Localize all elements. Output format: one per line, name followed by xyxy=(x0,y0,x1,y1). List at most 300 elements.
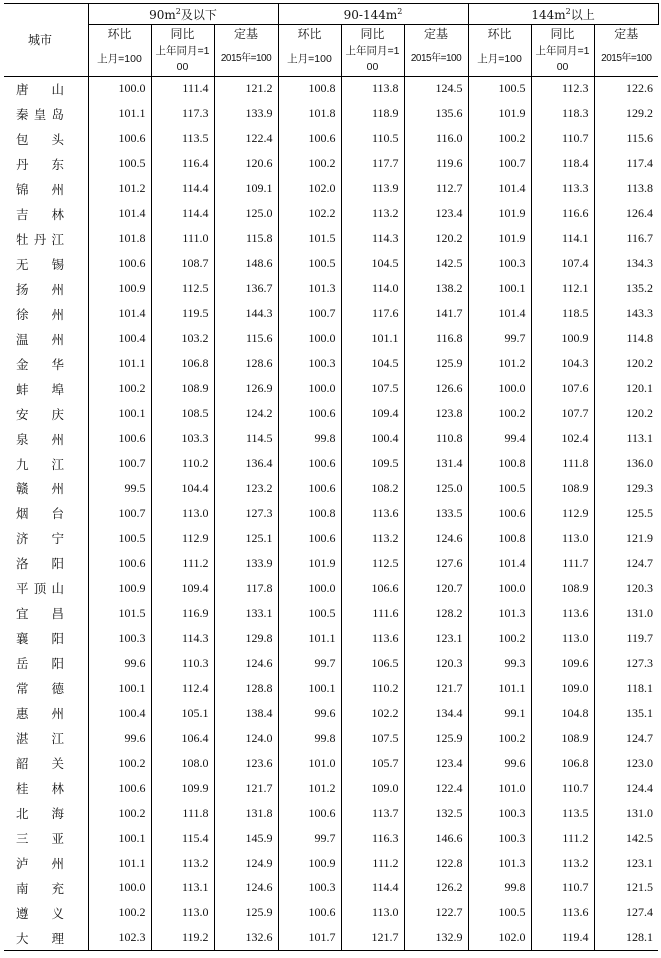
index-value: 101.8 xyxy=(278,101,341,126)
index-value: 119.5 xyxy=(151,301,214,326)
index-value: 127.3 xyxy=(594,651,658,676)
index-value: 127.6 xyxy=(404,551,468,576)
index-value: 106.8 xyxy=(531,751,594,776)
index-value: 109.0 xyxy=(531,676,594,701)
index-value: 114.4 xyxy=(341,876,404,901)
index-value: 106.6 xyxy=(341,576,404,601)
index-value: 128.2 xyxy=(404,601,468,626)
index-value: 113.0 xyxy=(531,626,594,651)
index-value: 124.5 xyxy=(404,76,468,101)
index-value: 109.4 xyxy=(341,401,404,426)
sub-column-header: 环比 xyxy=(88,25,151,43)
sub-column-header: 环比 xyxy=(278,25,341,43)
index-value: 122.8 xyxy=(404,851,468,876)
index-value: 128.8 xyxy=(214,676,278,701)
index-value: 100.1 xyxy=(88,676,151,701)
index-value: 116.0 xyxy=(404,126,468,151)
index-value: 135.1 xyxy=(594,701,658,726)
index-value: 113.2 xyxy=(531,851,594,876)
sub-column-header: 同比 xyxy=(151,25,214,43)
index-value: 105.1 xyxy=(151,701,214,726)
base-column-header: 上年同月=100 xyxy=(341,42,404,76)
index-value: 117.7 xyxy=(341,151,404,176)
index-value: 100.6 xyxy=(88,426,151,451)
index-value: 113.8 xyxy=(594,176,658,201)
city-name: 无 锡 xyxy=(16,256,64,272)
group-header-large: $144m^2$以上 xyxy=(468,4,658,25)
index-value: 120.3 xyxy=(594,576,658,601)
base-column-header: 上月=100 xyxy=(278,42,341,76)
table-body xyxy=(4,76,658,951)
sub-column-header: 同比 xyxy=(531,25,594,43)
index-value: 118.9 xyxy=(341,101,404,126)
city-name: 平 顶 山 xyxy=(16,581,64,597)
index-value: 105.7 xyxy=(341,751,404,776)
index-value: 108.0 xyxy=(151,751,214,776)
index-value: 109.0 xyxy=(341,776,404,801)
base-column-header: 上年同月=100 xyxy=(531,42,594,76)
index-value: 100.6 xyxy=(278,476,341,501)
index-value: 113.2 xyxy=(151,851,214,876)
index-value: 100.0 xyxy=(88,76,151,101)
city-name: 三 亚 xyxy=(16,831,64,847)
index-value: 101.5 xyxy=(88,601,151,626)
index-value: 124.9 xyxy=(214,851,278,876)
index-value: 125.9 xyxy=(404,351,468,376)
index-value: 135.6 xyxy=(404,101,468,126)
index-value: 142.5 xyxy=(594,826,658,851)
city-name: 襄 阳 xyxy=(16,631,64,647)
index-value: 104.8 xyxy=(531,701,594,726)
index-value: 113.0 xyxy=(341,900,404,925)
table-row xyxy=(4,826,658,851)
index-value: 100.8 xyxy=(468,451,531,476)
base-column-header: 2015年=100 xyxy=(404,42,468,76)
index-value: 110.7 xyxy=(531,126,594,151)
index-value: 112.7 xyxy=(404,176,468,201)
index-value: 100.9 xyxy=(88,576,151,601)
index-value: 134.3 xyxy=(594,251,658,276)
sub-column-header: 同比 xyxy=(341,25,404,43)
city-name: 遵 义 xyxy=(16,905,64,921)
city-name: 南 充 xyxy=(16,880,64,896)
index-value: 117.4 xyxy=(594,151,658,176)
index-value: 111.6 xyxy=(341,601,404,626)
price-index-table xyxy=(4,3,659,951)
index-value: 100.9 xyxy=(88,276,151,301)
index-value: 99.8 xyxy=(468,876,531,901)
sub-header-row xyxy=(4,25,658,43)
index-value: 104.5 xyxy=(341,351,404,376)
city-name: 北 海 xyxy=(16,806,64,822)
index-value: 100.7 xyxy=(88,501,151,526)
index-value: 113.3 xyxy=(531,176,594,201)
index-value: 100.2 xyxy=(278,151,341,176)
index-value: 107.5 xyxy=(341,376,404,401)
index-value: 128.6 xyxy=(214,351,278,376)
index-value: 113.5 xyxy=(151,126,214,151)
index-value: 108.9 xyxy=(531,476,594,501)
index-value: 100.0 xyxy=(278,376,341,401)
index-value: 100.2 xyxy=(468,126,531,151)
base-column-header: 2015年=100 xyxy=(594,42,658,76)
index-value: 101.4 xyxy=(468,176,531,201)
table-row xyxy=(4,176,658,201)
city-name: 扬 州 xyxy=(16,281,64,297)
city-name: 洛 阳 xyxy=(16,556,64,572)
index-value: 101.1 xyxy=(88,851,151,876)
table-row xyxy=(4,101,658,126)
table-row xyxy=(4,676,658,701)
group-header-medium: $90-144m^2$ xyxy=(278,4,468,25)
table-row xyxy=(4,851,658,876)
index-value: 100.4 xyxy=(341,426,404,451)
index-value: 120.2 xyxy=(594,351,658,376)
index-value: 101.8 xyxy=(88,226,151,251)
index-value: 118.1 xyxy=(594,676,658,701)
table-row xyxy=(4,326,658,351)
sub-column-header: 定基 xyxy=(214,25,278,43)
index-value: 100.9 xyxy=(531,326,594,351)
index-value: 99.7 xyxy=(278,826,341,851)
index-value: 124.6 xyxy=(214,876,278,901)
table-row xyxy=(4,401,658,426)
index-value: 116.3 xyxy=(341,826,404,851)
index-value: 125.0 xyxy=(404,476,468,501)
index-value: 99.4 xyxy=(468,426,531,451)
index-value: 114.0 xyxy=(341,276,404,301)
index-value: 113.9 xyxy=(341,176,404,201)
index-value: 118.5 xyxy=(531,301,594,326)
index-value: 100.6 xyxy=(278,801,341,826)
table-row xyxy=(4,551,658,576)
index-value: 99.6 xyxy=(88,651,151,676)
index-value: 101.9 xyxy=(468,201,531,226)
index-value: 124.0 xyxy=(214,726,278,751)
index-value: 101.1 xyxy=(88,351,151,376)
table-row xyxy=(4,76,658,101)
table-row xyxy=(4,776,658,801)
index-value: 101.9 xyxy=(468,226,531,251)
index-value: 111.8 xyxy=(531,451,594,476)
city-name: 桂 林 xyxy=(16,781,64,797)
index-value: 101.3 xyxy=(278,276,341,301)
city-name: 惠 州 xyxy=(16,706,64,722)
index-value: 111.0 xyxy=(151,226,214,251)
index-value: 102.4 xyxy=(531,426,594,451)
index-value: 103.2 xyxy=(151,326,214,351)
index-value: 100.7 xyxy=(468,151,531,176)
index-value: 100.9 xyxy=(278,851,341,876)
index-value: 114.3 xyxy=(151,626,214,651)
city-column-header: 城市 xyxy=(4,4,88,77)
index-value: 100.2 xyxy=(88,900,151,925)
index-value: 111.4 xyxy=(151,76,214,101)
index-value: 129.2 xyxy=(594,101,658,126)
index-value: 99.6 xyxy=(468,751,531,776)
index-value: 117.3 xyxy=(151,101,214,126)
city-name: 吉 林 xyxy=(16,206,64,222)
index-value: 102.2 xyxy=(278,201,341,226)
index-value: 101.2 xyxy=(278,776,341,801)
index-value: 129.8 xyxy=(214,626,278,651)
index-value: 101.5 xyxy=(278,226,341,251)
index-value: 123.2 xyxy=(214,476,278,501)
index-value: 121.9 xyxy=(594,526,658,551)
index-value: 102.0 xyxy=(278,176,341,201)
index-value: 120.1 xyxy=(594,376,658,401)
index-value: 123.4 xyxy=(404,751,468,776)
index-value: 110.5 xyxy=(341,126,404,151)
index-value: 128.1 xyxy=(594,925,658,950)
index-value: 118.4 xyxy=(531,151,594,176)
index-value: 100.2 xyxy=(88,801,151,826)
index-value: 112.1 xyxy=(531,276,594,301)
index-value: 113.0 xyxy=(151,501,214,526)
index-value: 106.4 xyxy=(151,726,214,751)
index-value: 111.2 xyxy=(531,826,594,851)
index-value: 114.4 xyxy=(151,176,214,201)
table-row xyxy=(4,726,658,751)
index-value: 123.8 xyxy=(404,401,468,426)
index-value: 99.1 xyxy=(468,701,531,726)
index-value: 113.6 xyxy=(341,626,404,651)
table-row xyxy=(4,201,658,226)
table-row xyxy=(4,526,658,551)
index-value: 124.4 xyxy=(594,776,658,801)
index-value: 113.6 xyxy=(531,601,594,626)
index-value: 100.5 xyxy=(278,251,341,276)
index-value: 100.3 xyxy=(88,626,151,651)
index-value: 110.7 xyxy=(531,776,594,801)
city-name: 唐 山 xyxy=(16,81,64,97)
index-value: 110.2 xyxy=(151,451,214,476)
table-row xyxy=(4,576,658,601)
base-column-header: 2015年=100 xyxy=(214,42,278,76)
index-value: 109.5 xyxy=(341,451,404,476)
city-name: 金 华 xyxy=(16,356,64,372)
index-value: 124.7 xyxy=(594,726,658,751)
index-value: 119.7 xyxy=(594,626,658,651)
index-value: 100.5 xyxy=(468,900,531,925)
index-value: 111.2 xyxy=(151,551,214,576)
index-value: 100.3 xyxy=(468,251,531,276)
index-value: 113.6 xyxy=(531,900,594,925)
index-value: 102.0 xyxy=(468,925,531,950)
index-value: 100.6 xyxy=(278,401,341,426)
city-name: 锦 州 xyxy=(16,181,64,197)
index-value: 100.1 xyxy=(88,826,151,851)
index-value: 122.7 xyxy=(404,900,468,925)
sub-column-header: 环比 xyxy=(468,25,531,43)
index-value: 100.8 xyxy=(278,501,341,526)
index-value: 113.0 xyxy=(531,526,594,551)
index-value: 100.3 xyxy=(468,801,531,826)
table-row xyxy=(4,251,658,276)
table-row xyxy=(4,701,658,726)
table-row xyxy=(4,501,658,526)
index-value: 101.1 xyxy=(341,326,404,351)
index-value: 125.9 xyxy=(214,900,278,925)
index-value: 110.8 xyxy=(404,426,468,451)
index-value: 112.4 xyxy=(151,676,214,701)
table-row xyxy=(4,801,658,826)
city-name: 赣 州 xyxy=(16,481,64,497)
index-value: 136.4 xyxy=(214,451,278,476)
index-value: 100.3 xyxy=(278,351,341,376)
index-value: 101.4 xyxy=(468,551,531,576)
index-value: 99.5 xyxy=(88,476,151,501)
index-value: 100.6 xyxy=(278,126,341,151)
index-value: 99.7 xyxy=(278,651,341,676)
city-name: 宜 昌 xyxy=(16,606,64,622)
index-value: 100.1 xyxy=(468,276,531,301)
index-value: 136.7 xyxy=(214,276,278,301)
index-value: 100.4 xyxy=(88,701,151,726)
index-value: 99.6 xyxy=(278,701,341,726)
index-value: 116.6 xyxy=(531,201,594,226)
index-value: 125.1 xyxy=(214,526,278,551)
index-value: 131.0 xyxy=(594,801,658,826)
index-value: 101.9 xyxy=(278,551,341,576)
index-value: 121.7 xyxy=(404,676,468,701)
index-value: 121.7 xyxy=(341,925,404,950)
index-value: 113.2 xyxy=(341,526,404,551)
index-value: 100.2 xyxy=(468,401,531,426)
table-row xyxy=(4,651,658,676)
index-value: 100.3 xyxy=(468,826,531,851)
index-value: 99.6 xyxy=(88,726,151,751)
base-header-row xyxy=(4,42,658,76)
index-value: 100.7 xyxy=(88,451,151,476)
city-name: 泸 州 xyxy=(16,856,64,872)
index-value: 104.4 xyxy=(151,476,214,501)
index-value: 114.5 xyxy=(214,426,278,451)
index-value: 113.0 xyxy=(151,900,214,925)
index-value: 110.2 xyxy=(341,676,404,701)
city-name: 包 头 xyxy=(16,131,64,147)
index-value: 131.8 xyxy=(214,801,278,826)
index-value: 136.0 xyxy=(594,451,658,476)
index-value: 103.3 xyxy=(151,426,214,451)
table-row xyxy=(4,925,658,950)
index-value: 107.6 xyxy=(531,376,594,401)
index-value: 114.4 xyxy=(151,201,214,226)
index-value: 131.4 xyxy=(404,451,468,476)
index-value: 99.8 xyxy=(278,726,341,751)
table-row xyxy=(4,451,658,476)
index-value: 100.6 xyxy=(88,126,151,151)
index-value: 114.8 xyxy=(594,326,658,351)
index-value: 104.5 xyxy=(341,251,404,276)
index-value: 113.6 xyxy=(341,501,404,526)
index-value: 116.9 xyxy=(151,601,214,626)
city-name: 湛 江 xyxy=(16,731,64,747)
index-value: 99.8 xyxy=(278,426,341,451)
city-name: 丹 东 xyxy=(16,156,64,172)
index-value: 112.9 xyxy=(531,501,594,526)
index-value: 106.8 xyxy=(151,351,214,376)
index-value: 109.1 xyxy=(214,176,278,201)
index-value: 111.7 xyxy=(531,551,594,576)
index-value: 118.3 xyxy=(531,101,594,126)
index-value: 106.5 xyxy=(341,651,404,676)
sub-column-header: 定基 xyxy=(594,25,658,43)
index-value: 112.3 xyxy=(531,76,594,101)
index-value: 132.9 xyxy=(404,925,468,950)
index-value: 101.1 xyxy=(88,101,151,126)
index-value: 101.7 xyxy=(278,925,341,950)
base-column-header: 上月=100 xyxy=(468,42,531,76)
index-value: 127.4 xyxy=(594,900,658,925)
index-value: 117.6 xyxy=(341,301,404,326)
city-name: 蚌 埠 xyxy=(16,381,64,397)
index-value: 111.2 xyxy=(341,851,404,876)
base-column-header: 上月=100 xyxy=(88,42,151,76)
index-value: 100.7 xyxy=(278,301,341,326)
index-value: 115.6 xyxy=(214,326,278,351)
table-header xyxy=(4,4,658,77)
index-value: 131.0 xyxy=(594,601,658,626)
table-row xyxy=(4,876,658,901)
index-value: 123.6 xyxy=(214,751,278,776)
table-row xyxy=(4,601,658,626)
index-value: 101.2 xyxy=(88,176,151,201)
index-value: 124.6 xyxy=(214,651,278,676)
index-value: 141.7 xyxy=(404,301,468,326)
city-name: 烟 台 xyxy=(16,506,64,522)
index-value: 100.0 xyxy=(88,876,151,901)
index-value: 120.7 xyxy=(404,576,468,601)
index-value: 142.5 xyxy=(404,251,468,276)
index-value: 121.5 xyxy=(594,876,658,901)
index-value: 115.4 xyxy=(151,826,214,851)
index-value: 120.6 xyxy=(214,151,278,176)
index-value: 126.4 xyxy=(594,201,658,226)
index-value: 109.4 xyxy=(151,576,214,601)
index-value: 100.0 xyxy=(278,326,341,351)
table-row xyxy=(4,126,658,151)
table-row xyxy=(4,900,658,925)
group-header-small: $90m^2$及以下 xyxy=(88,4,278,25)
index-value: 100.6 xyxy=(278,526,341,551)
index-value: 138.2 xyxy=(404,276,468,301)
index-value: 134.4 xyxy=(404,701,468,726)
index-value: 113.2 xyxy=(341,201,404,226)
index-value: 100.1 xyxy=(88,401,151,426)
index-value: 100.8 xyxy=(278,76,341,101)
table-row xyxy=(4,276,658,301)
index-value: 135.2 xyxy=(594,276,658,301)
index-value: 113.5 xyxy=(531,801,594,826)
index-value: 123.0 xyxy=(594,751,658,776)
index-value: 113.1 xyxy=(594,426,658,451)
index-value: 113.8 xyxy=(341,76,404,101)
index-value: 121.7 xyxy=(214,776,278,801)
index-value: 112.5 xyxy=(341,551,404,576)
index-value: 100.0 xyxy=(468,576,531,601)
index-value: 100.4 xyxy=(88,326,151,351)
index-value: 125.9 xyxy=(404,726,468,751)
index-value: 100.5 xyxy=(468,76,531,101)
index-value: 113.7 xyxy=(341,801,404,826)
index-value: 122.4 xyxy=(214,126,278,151)
index-value: 101.0 xyxy=(468,776,531,801)
index-value: 108.5 xyxy=(151,401,214,426)
index-value: 101.4 xyxy=(88,301,151,326)
index-value: 110.7 xyxy=(531,876,594,901)
index-value: 102.2 xyxy=(341,701,404,726)
